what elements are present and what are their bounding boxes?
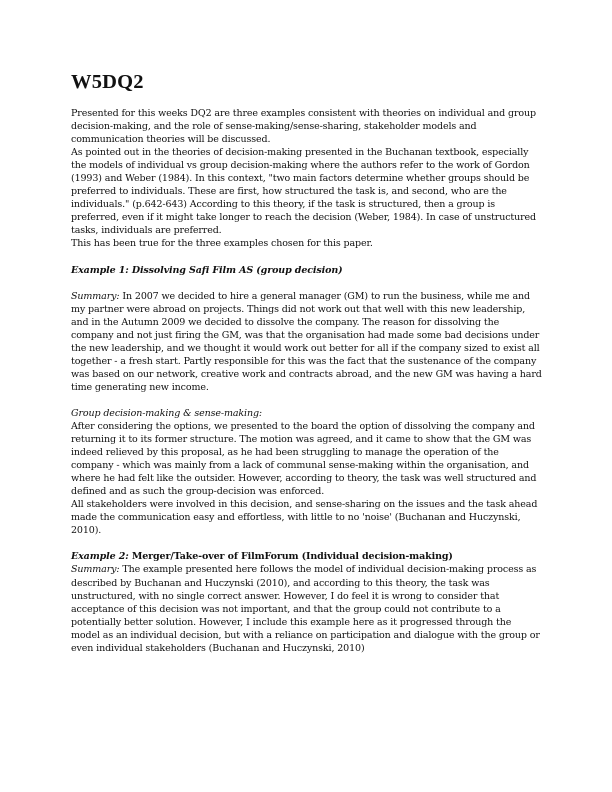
example-2-heading-rest: Merger/Take-over of FilmForum (Individual decision-making)	[128, 551, 453, 563]
document-page	[71, 70, 543, 655]
example-1-summary-label: Summary:	[71, 290, 120, 302]
spacer	[71, 394, 543, 407]
example-2-summary	[71, 563, 543, 654]
example-2-heading	[71, 550, 543, 563]
example-1-heading: Example 1: Dissolving Safi Film AS (group decision)	[71, 264, 343, 276]
example-2-heading-prefix: Example 2:	[71, 551, 129, 563]
document-title: W5DQ2	[71, 71, 144, 93]
example-2-summary-text: The example presented here follows the model of individual decision-making process as described by Buchanan and Huczynski (2010), and according to this theory, the task was unstructured, with no single correct answer. However, I do feel it is wrong to consider that acceptance of this decision was not important, and that the group could not contribute to a potentially better solution. However, I include this example here as it progressed through the model as an individual decision, but with a reliance on participation and dialogue with the group or even individual stakeholders (Buchanan and Huczynski, 2010)	[71, 564, 540, 654]
intro-paragraph-3: This has been true for the three examples chosen for this paper.	[71, 238, 373, 250]
intro-paragraph-1: Presented for this weeks DQ2 are three examples consistent with theories on individual and group decision-making, and the role of sense-making/sense-sharing, stakeholder models and communication theories will be discussed.	[71, 108, 536, 146]
spacer	[71, 251, 543, 264]
example-1-group-text: After considering the options, we presented to the board the option of dissolving the company and returning it to its former structure. The motion was agreed, and it came to show that the GM was indeed relieved by this proposal, as he had been struggling to manage the operation of the company - which was mainly from a lack of communal sense-making within the organisation, and where he had felt like the outsider. However, according to theory, the task was well structured and defined and as such the group-decision was enforced.	[71, 420, 537, 498]
example-1-summary-text: In 2007 we decided to hire a general manager (GM) to run the business, while me and my partner were abroad on projects. Things did not work out that well with this new leadership, and in the Autumn 2009 we decided to dissolve the company. The reason for dissolving the company and not just firing the GM, was that the organisation had made some bad decisions under the new leadership, and we thought it would work out better for all if the company sized to exist all together - a fresh start. Partly responsible for this was the fact that the sustenance of the company was based on our network, creative work and contracts abroad, and the new GM was having a hard time generating new income.	[71, 290, 542, 393]
example-1-summary	[71, 290, 543, 394]
spacer	[71, 537, 543, 550]
spacer	[71, 277, 543, 290]
example-1-group-label: Group decision-making & sense-making:	[71, 407, 263, 419]
example-2-summary-label: Summary:	[71, 564, 120, 576]
intro-paragraph-2: As pointed out in the theories of decision-making presented in the Buchanan textbook, especially the models of individual vs group decision-making where the authors refer to the work of Gordon (1993) and Weber (1984). In this context, "two main factors determine whether groups should be preferred to individuals. These are first, how structured the task is, and second, who are the individuals." (p.642-643) According to this theory, if the task is structured, then a group is preferred, even if it might take longer to reach the decision (Weber, 1984). In case of unstructured tasks, individuals are preferred.	[71, 147, 536, 237]
example-1-stakeholder-text: All stakeholders were involved in this decision, and sense-sharing on the issues and the task ahead made the communication easy and effortless, with little to no 'noise' (Buchanan and Huczynski, 2010).	[71, 499, 538, 537]
